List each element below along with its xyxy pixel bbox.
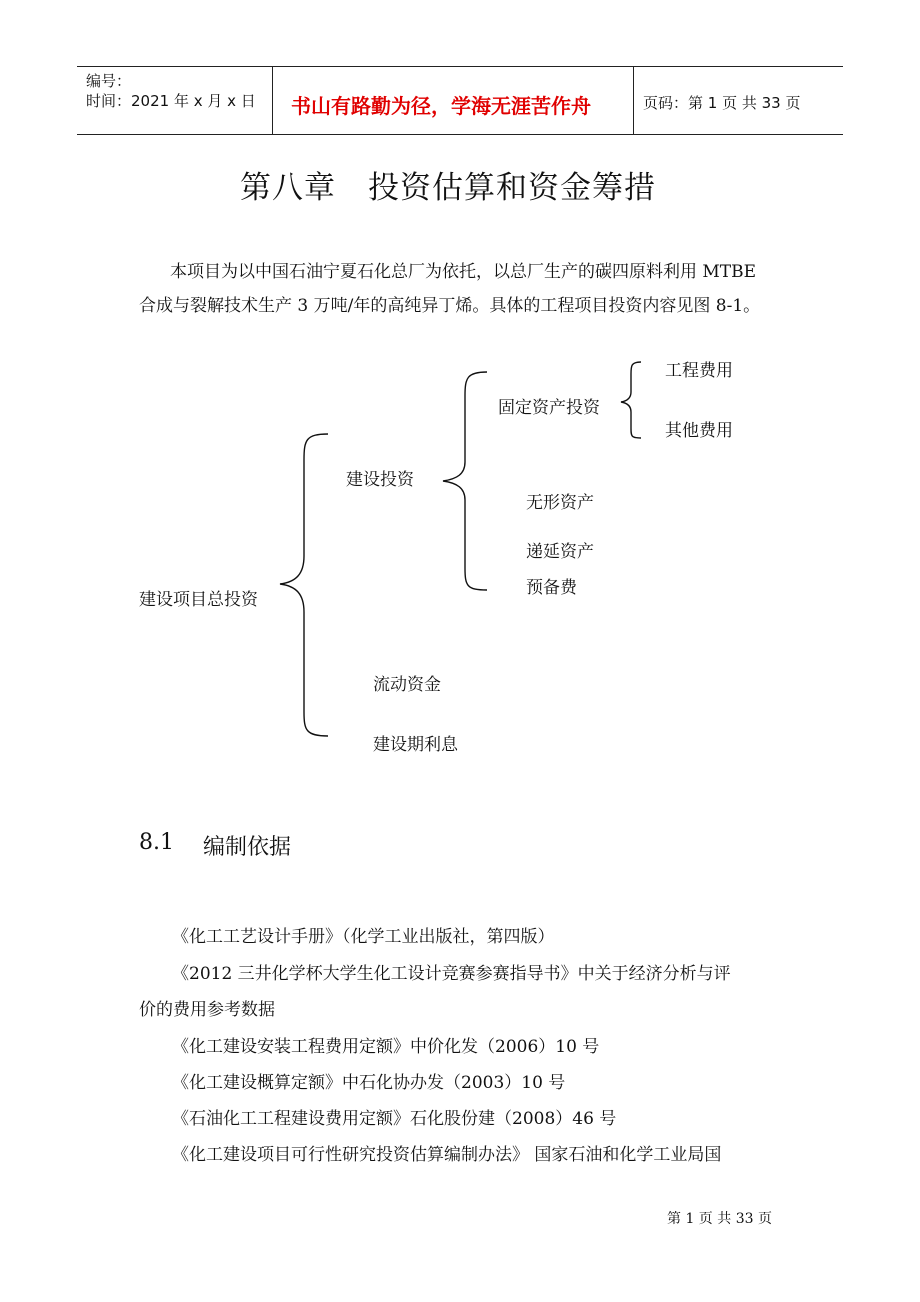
root-brace [280, 434, 328, 736]
intro-line-1: 本项目为以中国石油宁夏石化总厂为依托，以总厂生产的碳四原料利用 MTBE [170, 262, 757, 282]
construction-brace [443, 372, 487, 590]
diagram-working-capital-label: 流动资金 [373, 675, 441, 695]
fixed-assets-brace [621, 362, 641, 438]
reference-item: 《2012 三井化学杯大学生化工设计竞赛参赛指导书》中关于经济分析与评 [172, 964, 731, 984]
chapter-title: 第八章 投资估算和资金筹措 [240, 170, 656, 206]
reference-item: 价的费用参考数据 [139, 1000, 275, 1020]
reference-item: 《石油化工工程建设费用定额》石化股份建（2008）46 号 [172, 1109, 617, 1129]
footer-page-number: 第 1 页 共 33 页 [667, 1211, 772, 1227]
header-motto: 书山有路勤为径，学海无涯苦作舟 [291, 94, 591, 118]
section-title: 编制依据 [203, 835, 292, 860]
diagram-root-label: 建设项目总投资 [139, 590, 258, 610]
section-number: 8.1 [139, 830, 174, 855]
reference-item: 《化工工艺设计手册》（化学工业出版社，第四版） [172, 927, 555, 947]
diagram-reserve-fee-label: 预备费 [526, 578, 577, 598]
diagram-intangible-assets-label: 无形资产 [526, 493, 594, 513]
diagram-engineering-cost-label: 工程费用 [665, 361, 733, 381]
intro-line-2: 合成与裂解技术生产 3 万吨/年的高纯异丁烯。具体的工程项目投资内容见图 8-1。 [139, 296, 761, 316]
diagram-construction-interest-label: 建设期利息 [373, 735, 458, 755]
diagram-deferred-assets-label: 递延资产 [526, 542, 594, 562]
header-time-label: 时间：2021 年 x 月 x 日 [86, 92, 256, 110]
reference-item: 《化工建设项目可行性研究投资估算编制办法》 国家石油和化学工业局国 [172, 1145, 722, 1165]
reference-item: 《化工建设概算定额》中石化协办发（2003）10 号 [172, 1073, 566, 1093]
diagram-fixed-assets-label: 固定资产投资 [498, 398, 600, 418]
reference-item: 《化工建设安装工程费用定额》中价化发（2006）10 号 [172, 1037, 600, 1057]
diagram-other-cost-label: 其他费用 [665, 421, 733, 441]
header-serial-label: 编号： [86, 72, 132, 90]
header-page-label: 页码：第 1 页 共 33 页 [643, 94, 801, 112]
diagram-construction-label: 建设投资 [346, 470, 414, 490]
